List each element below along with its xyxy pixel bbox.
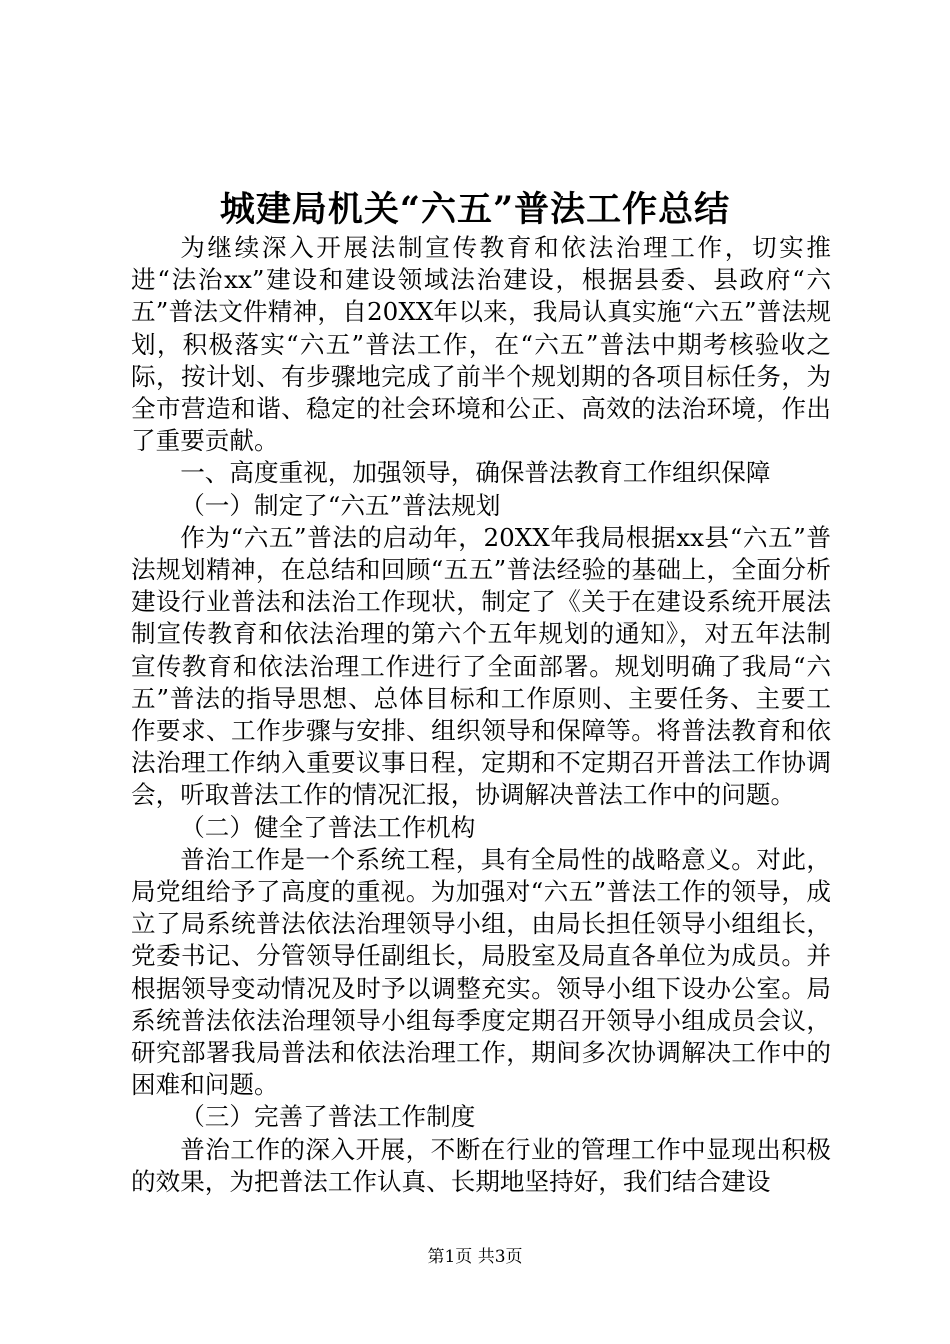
subsection-2-paragraph: 普治工作是一个系统工程，具有全局性的战略意义。对此，局党组给予了高度的重视。为加强对“六五”普法工作的领导，成立了局系统普法依法治理领导小组，由局长担任领导小组组长，党委书记、分管领导任副组长，局股室及局直各单位为成员。并根据领导变动情况及时予以调整充实。领导小组下设办公室。局系统普法依法治理领导小组每季度定期召开领导小组成员会议，研究部署我局普法和依法治理工作，期间多次协调解决工作中的困难和问题。 <box>131 844 831 1100</box>
document-title: 城建局机关“六五”普法工作总结 <box>219 189 731 230</box>
intro-paragraph: 为继续深入开展法制宣传教育和依法治理工作，切实推进“法治xx”建设和建设领域法治建设，根据县委、县政府“六五”普法文件精神，自20XX年以来，我局认真实施“六五”普法规划，积极落实“六五”普法工作，在“六五”普法中期考核验收之际，按计划、有步骤地完成了前半个规划期的各项目标任务，为全市营造和谐、稳定的社会环境和公正、高效的法治环境，作出了重要贡献。 <box>131 233 831 456</box>
subsection-heading-3: （三）完善了普法工作制度 <box>180 1102 476 1132</box>
page-number-footer: 第1页 共3页 <box>427 1247 523 1267</box>
subsection-1-paragraph: 作为“六五”普法的启动年，20XX年我局根据xx县“六五”普法规划精神，在总结和回顾“五五”普法经验的基础上，全面分析建设行业普法和法治工作现状，制定了《关于在建设系统开展法制宣传教育和依法治理的第六个五年规划的通知》，对五年法制宣传教育和依法治理工作进行了全面部署。规划明确了我局“六五”普法的指导思想、总体目标和工作原则、主要任务、主要工作要求、工作步骤与安排、组织领导和保障等。将普法教育和依法治理工作纳入重要议事日程，定期和不定期召开普法工作协调会，听取普法工作的情况汇报，协调解决普法工作中的问题。 <box>131 522 831 810</box>
subsection-heading-2: （二）健全了普法工作机构 <box>180 812 476 842</box>
subsection-heading-1: （一）制定了“六五”普法规划 <box>180 490 501 520</box>
document-body <box>131 232 831 1198</box>
section-heading-1: 一、高度重视，加强领导，确保普法教育工作组织保障 <box>180 458 771 488</box>
subsection-3-paragraph: 普治工作的深入开展，不断在行业的管理工作中显现出积极的效果，为把普法工作认真、长期地坚持好，我们结合建设 <box>131 1134 831 1196</box>
